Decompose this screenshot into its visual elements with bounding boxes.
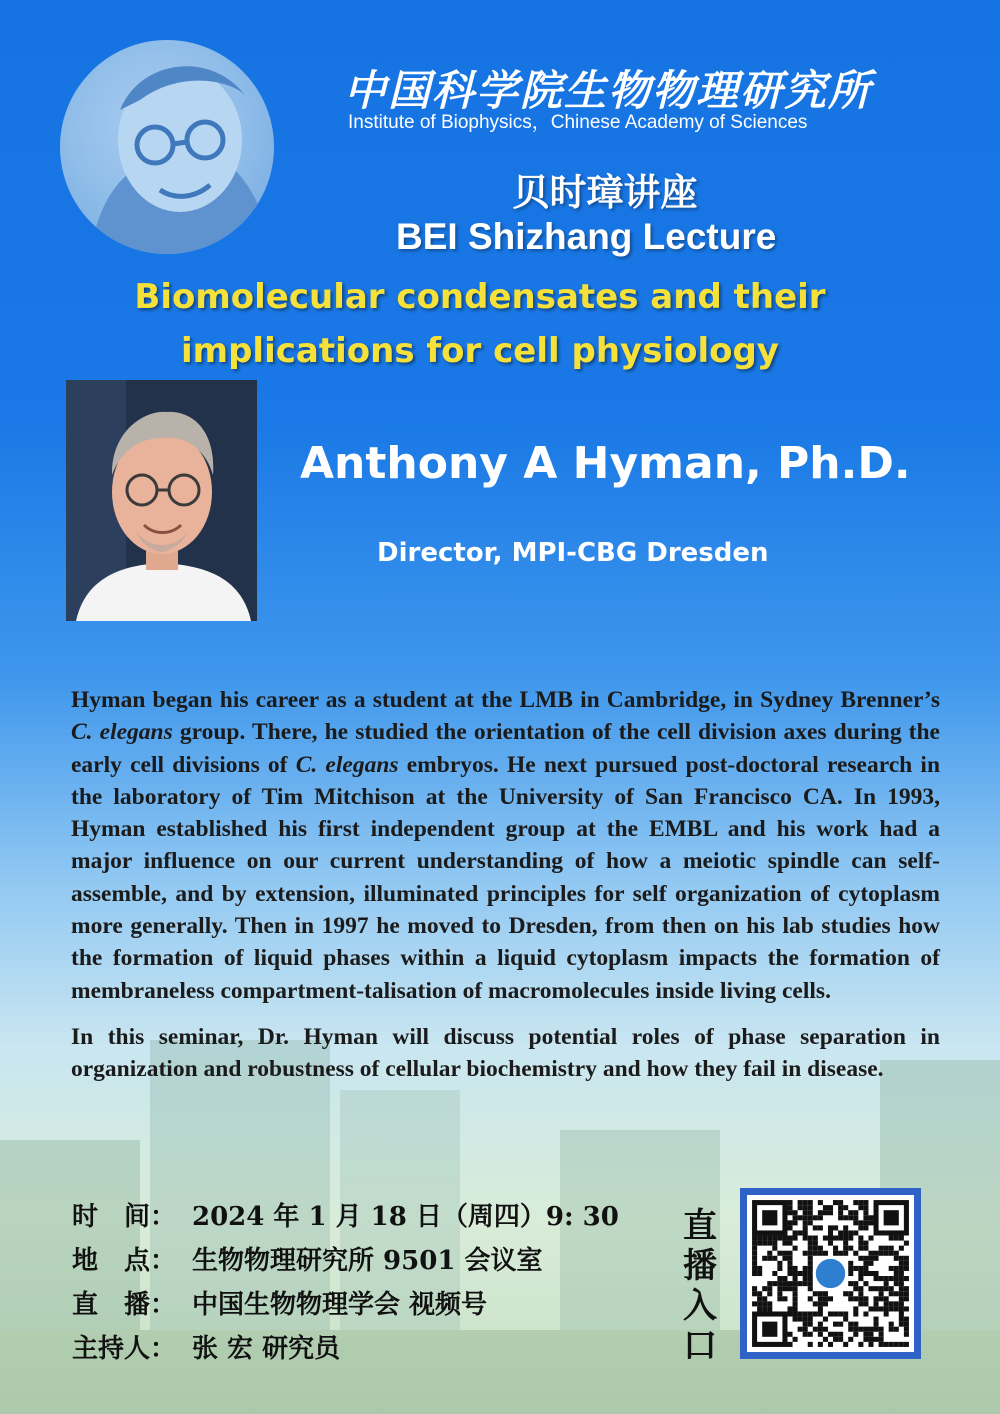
event-details [72, 1195, 619, 1371]
institute-name-chinese: 中国科学院生物物理研究所 [344, 66, 873, 115]
host-value: 张 宏 研究员 [192, 1334, 341, 1364]
bio-species-2: C. elegans [295, 751, 399, 778]
lecture-series-english: BEI Shizhang Lecture [396, 216, 777, 257]
time-label: 时 间： [72, 1202, 177, 1232]
live-entry-char-4: 口 [683, 1326, 717, 1366]
time-row [72, 1195, 619, 1239]
live-entry-label [680, 1206, 720, 1366]
live-entry-char-3: 入 [683, 1286, 717, 1326]
bio-text-1: Hyman began his career as a student at the LMB in Cambridge, in Sydney Brenner’s [71, 687, 940, 713]
qr-code-pattern [747, 1195, 914, 1352]
livestream-qr-code[interactable] [740, 1188, 921, 1359]
talk-title-line-2: implications for cell physiology [181, 331, 779, 371]
bio-paragraph-2: In this seminar, Dr. Hyman will discuss potential roles of phase separation in organization and robustness of cellular biochemistry and how they fail in disease. [71, 1023, 940, 1083]
place-row [72, 1239, 619, 1283]
host-label: 主持人： [72, 1334, 177, 1364]
bio-species-1: C. elegans [71, 719, 173, 746]
bio-text-2: group. There, he studied the orientation of the cell division axes during the early cell divisions of [71, 719, 940, 778]
live-value: 中国生物物理学会 视频号 [192, 1290, 488, 1320]
time-value: 2024 年 1 月 18 日（周四）9: 30 [192, 1202, 619, 1232]
talk-title-line-1: Biomolecular condensates and their [134, 277, 826, 317]
live-label: 直 播： [72, 1290, 177, 1320]
place-label: 地 点： [72, 1246, 177, 1276]
bei-shizhang-portrait-logo [60, 40, 274, 254]
speaker-photo [66, 380, 257, 621]
live-entry-char-1: 直 [683, 1206, 717, 1246]
speaker-name: Anthony A Hyman, Ph.D. [300, 438, 911, 489]
lecture-series-chinese: 贝时璋讲座 [512, 171, 698, 214]
speaker-position: Director, MPI-CBG Dresden [377, 538, 769, 568]
bio-paragraph-1 [71, 684, 940, 1007]
live-entry-char-2: 播 [683, 1246, 717, 1286]
speaker-biography [71, 684, 940, 1086]
live-row [72, 1283, 619, 1327]
institute-name-english: Institute of Biophysics，Chinese Academy of Sciences [348, 112, 808, 133]
place-value: 生物物理研究所 9501 会议室 [192, 1246, 543, 1276]
bio-text-3: embryos. He next pursued post-doctoral research in the laboratory of Tim Mitchison at the University of San Francisco CA. In 1993, Hyman established his first independent group at the EMBL and his work had a major influence on our current understanding of how a meiotic spindle can self-assemble, and by extension, illuminated principles for self organization of cytoplasm more generally. Then in 1997 he moved to Dresden, from then on his lab studies how the formation of liquid phases within a liquid cytoplasm impacts the formation of membraneless compartment-talisation of macromolecules inside living cells. [71, 751, 941, 1004]
talk-title [0, 270, 960, 378]
host-row [72, 1327, 619, 1371]
